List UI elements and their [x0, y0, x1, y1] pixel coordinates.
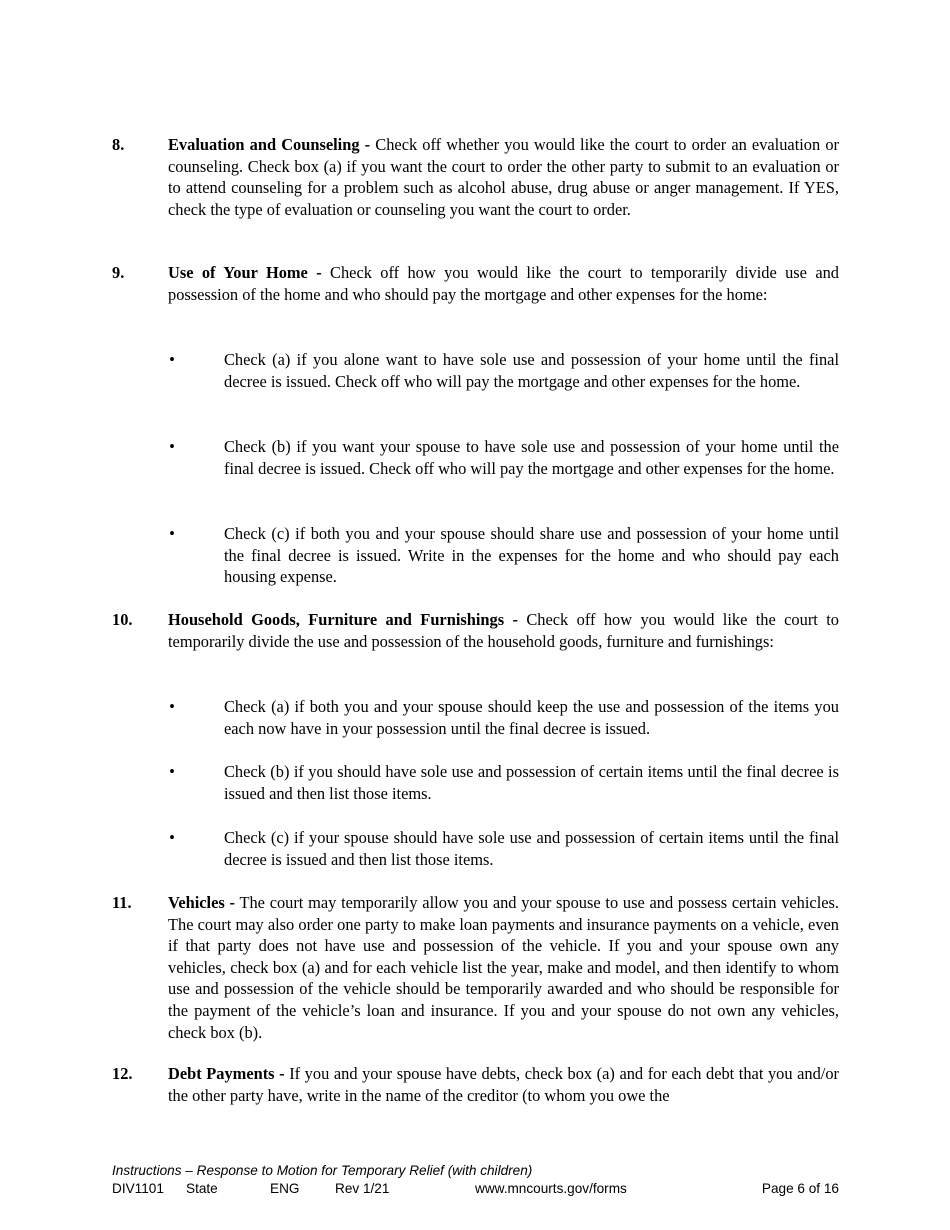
section-body — [168, 262, 839, 305]
section-12 — [112, 1063, 839, 1106]
section-text: Check off how you would like the court to temporarily divide the use and possession of the household goods, furniture and furnishings: — [168, 610, 839, 651]
footer-page-number: Page 6 of 16 — [761, 1181, 839, 1196]
footer-form-id: DIV1101 — [112, 1181, 164, 1196]
section-body — [168, 609, 839, 652]
bullet-text: Check (b) if you should have sole use and possession of certain items until the final decree is issued and then list those items. — [224, 762, 839, 803]
bullet-item — [168, 436, 839, 479]
section-number: 9. — [112, 263, 125, 282]
bullet-item — [168, 523, 839, 588]
bullet-icon: • — [169, 762, 175, 781]
footer-revision: Rev 1/21 — [335, 1181, 390, 1196]
bullet-icon: • — [169, 828, 175, 847]
section-text: The court may temporarily allow you and your spouse to use and possess certain vehicles. The court may also order one party to make loan payments and insurance payments on a vehicle, even if that party does not have use and possession of the vehicle. If you and your spouse own any vehicles, check box (a) and for each vehicle list the year, make and model, and then identify to whom use and possession of the vehicle should be temporarily awarded and who should be responsible for the payment of the vehicle’s loan and insurance. If you and your spouse do not own any vehicles, check box (b). — [168, 893, 839, 1042]
footer-jurisdiction: State — [186, 1181, 218, 1196]
bullet-text: Check (a) if both you and your spouse should keep the use and possession of the items you each now have in your possession until the final decree is issued. — [224, 697, 839, 738]
section-title: Vehicles - — [168, 893, 235, 912]
section-body — [168, 134, 839, 220]
section-8 — [112, 134, 839, 220]
bullet-item — [168, 696, 839, 739]
bullet-text: Check (b) if you want your spouse to have sole use and possession of your home until the final decree is issued. Check off who will pay the mortgage and other expenses for the home. — [224, 437, 839, 478]
bullet-icon: • — [169, 697, 175, 716]
footer-info-row — [112, 1180, 839, 1197]
section-title: Household Goods, Furniture and Furnishings - — [168, 610, 518, 629]
bullet-icon: • — [169, 437, 175, 456]
section-title: Debt Payments - — [168, 1064, 285, 1083]
section-title: Use of Your Home - — [168, 263, 322, 282]
bullet-item — [168, 761, 839, 804]
section-title: Evaluation and Counseling - — [168, 135, 371, 154]
footer-url-link[interactable]: www.mncourts.gov/forms — [475, 1181, 627, 1196]
bullet-icon: • — [169, 524, 175, 543]
bullet-item — [168, 349, 839, 392]
section-body — [168, 1063, 839, 1106]
section-number: 10. — [112, 610, 133, 629]
section-number: 12. — [112, 1064, 133, 1083]
section-9 — [112, 262, 839, 305]
section-text: If you and your spouse have debts, check box (a) and for each debt that you and/or the other party have, write in the name of the creditor (to whom you owe the — [168, 1064, 839, 1105]
footer-title: Instructions – Response to Motion for Temporary Relief (with children) — [112, 1163, 533, 1178]
section-number: 11. — [112, 893, 132, 912]
bullet-item — [168, 827, 839, 870]
section-10 — [112, 609, 839, 652]
section-text: Check off whether you would like the court to order an evaluation or counseling. Check box (a) if you want the court to order the other party to submit to an evaluation or to attend counseling for a problem such as alcohol abuse, drug abuse or anger management. If YES, check the type of evaluation or counseling you want the court to order. — [168, 135, 839, 219]
footer-language: ENG — [270, 1181, 300, 1196]
section-11 — [112, 892, 839, 1043]
bullet-text: Check (a) if you alone want to have sole use and possession of your home until the final decree is issued. Check off who will pay the mortgage and other expenses for the home. — [224, 350, 839, 391]
bullet-text: Check (c) if your spouse should have sole use and possession of certain items until the final decree is issued and then list those items. — [224, 828, 839, 869]
section-number: 8. — [112, 135, 125, 154]
bullet-icon: • — [169, 350, 175, 369]
section-text: Check off how you would like the court to temporarily divide use and possession of the home and who should pay the mortgage and other expenses for the home: — [168, 263, 839, 304]
bullet-text: Check (c) if both you and your spouse should share use and possession of your home until the final decree is issued. Write in the expenses for the home and who should pay each housing expense. — [224, 524, 839, 587]
section-body — [168, 892, 839, 1043]
